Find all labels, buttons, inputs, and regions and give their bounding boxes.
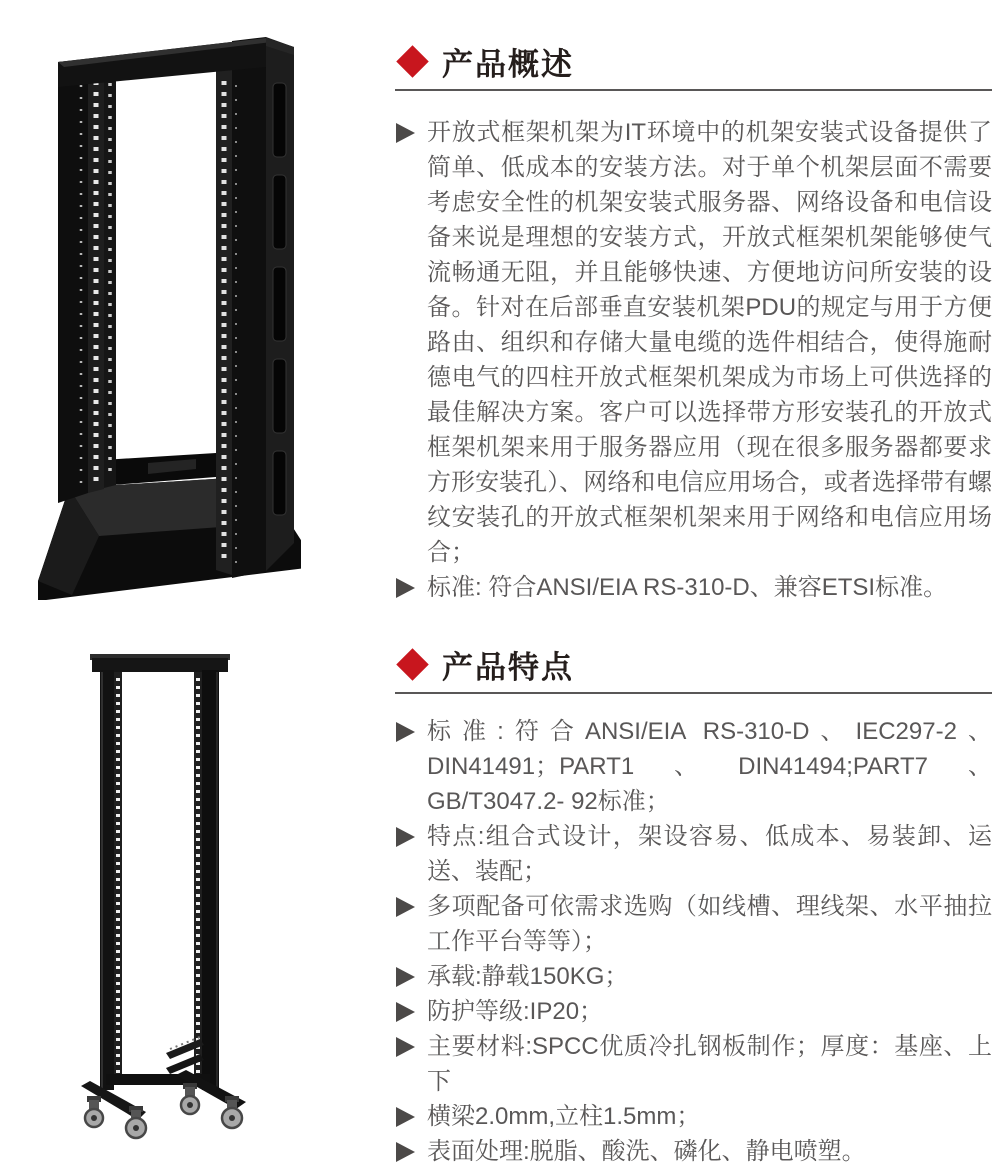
rack2-right-rail [194, 672, 202, 1082]
overview-bullet-list [395, 115, 992, 605]
two-post-rack-image [78, 650, 298, 1155]
caster-wheel [181, 1083, 199, 1114]
open-frame-rack-image [36, 25, 301, 600]
list-item [395, 115, 992, 570]
bullet-text: 承载:静载150KG； [427, 963, 629, 990]
bullet-text: 开放式框架机架为IT环境中的机架安装式设备提供了简单、低成本的安装方法。对于单个机架层面不需要考虑安全性的机架安装式服务器、网络设备和电信设备来说是理想的安装方式，开放式框架机架能够使气流畅通无阻，并且能够快速、方便地访问所安装的设备。针对在后部垂直安装机架PDU的规定与用于方便路由、组织和存储大量电缆的选件相结合，使得施耐德电气的四柱开放式框架机架成为市场上可供选择的最佳解决方案。客户可以选择带方形安装孔的开放式框架机架来用于服务器应用（现在很多服务器都要求方形安装孔）、网络和电信应用场合，或者选择带有螺纹安装孔的开放式框架机架来用于网络和电信应用场合； [427, 119, 992, 566]
section-header [395, 643, 992, 685]
bullet-text: 标准: 符合ANSI/EIA RS-310-D、兼容ETSI标准。 [427, 574, 948, 601]
rack-right-rail [216, 64, 232, 575]
bullet-text: 标准:符合ANSI/EIA RS-310-D、IEC297-2、DIN41491；PART1、DIN41494;PART7、 GB/T3047.2- 92标准； [427, 718, 992, 815]
list-item [395, 1029, 992, 1099]
right-triangle-icon [396, 967, 415, 987]
bullet-text: 防护等级:IP20； [427, 998, 604, 1025]
list-item [395, 959, 992, 994]
list-item [395, 1134, 992, 1169]
right-triangle-icon [396, 1002, 415, 1022]
features-bullet-list [395, 714, 992, 1169]
rack-right-post [232, 37, 266, 578]
right-triangle-icon [396, 897, 415, 917]
figure-two-post-rack [78, 650, 298, 1155]
list-item [395, 819, 992, 889]
right-triangle-icon [396, 1107, 415, 1127]
bullet-text: 横梁2.0mm,立柱1.5mm； [427, 1103, 701, 1130]
header-rule-line [395, 692, 992, 694]
header-rule-line [395, 89, 992, 91]
bullet-text: 特点:组合式设计，架设容易、低成本、易装卸、运送、装配； [427, 823, 992, 885]
red-diamond-icon [396, 648, 429, 681]
rack-right-side-face [266, 37, 294, 571]
section-title: 产品概述 [442, 46, 574, 82]
caster-wheel [222, 1096, 242, 1128]
red-diamond-icon [396, 45, 429, 78]
rack2-top-beam [90, 654, 230, 672]
right-triangle-icon [396, 1142, 415, 1162]
list-item [395, 994, 992, 1029]
bullet-text: 多项配备可依需求选购（如线槽、理线架、水平抽拉工作平台等等）； [427, 893, 992, 955]
list-item [395, 714, 992, 819]
figure-open-frame-rack [36, 25, 301, 600]
right-triangle-icon [396, 722, 415, 742]
rack2-left-rail [114, 672, 122, 1082]
bullet-text: 主要材料:SPCC优质冷扎钢板制作；厚度：基座、上下 [427, 1033, 992, 1095]
caster-wheel [126, 1106, 146, 1138]
right-triangle-icon [396, 578, 415, 598]
rack-left-post [58, 59, 88, 503]
right-triangle-icon [396, 827, 415, 847]
section-header [395, 40, 992, 82]
list-item [395, 889, 992, 959]
section-product-features [395, 643, 992, 1169]
bullet-text: 表面处理:脱脂、酸洗、磷化、静电喷塑。 [427, 1138, 866, 1165]
section-title: 产品特点 [442, 649, 574, 685]
right-triangle-icon [396, 1037, 415, 1057]
caster-wheel [85, 1096, 103, 1127]
list-item [395, 1099, 992, 1134]
section-product-overview [395, 40, 992, 605]
list-item [395, 570, 992, 605]
right-triangle-icon [396, 123, 415, 143]
